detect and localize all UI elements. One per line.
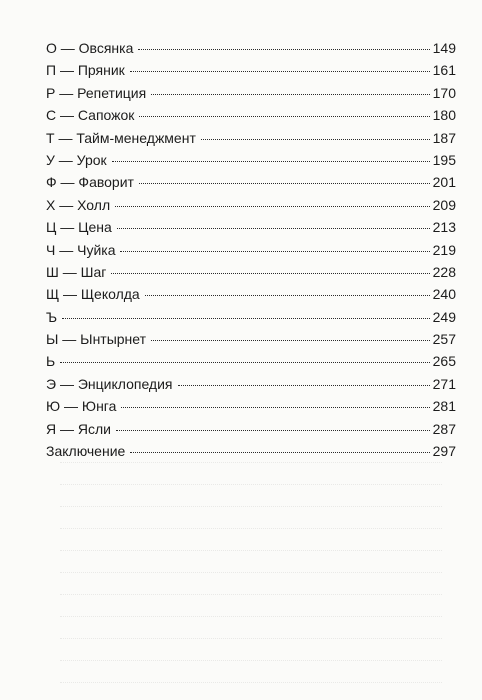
toc-page-number: 209 (432, 196, 456, 213)
toc-entry[interactable] (46, 440, 456, 462)
toc-entry-title: Заключение (46, 443, 126, 460)
toc-entry[interactable] (46, 350, 456, 372)
dot-leader (151, 93, 429, 95)
dot-leader (62, 317, 430, 319)
toc-entry[interactable] (46, 149, 456, 171)
dot-leader (121, 406, 429, 408)
toc-entry[interactable] (46, 104, 456, 126)
toc-entry-title: Э — Энциклопедия (46, 375, 173, 392)
dot-leader (139, 115, 429, 117)
toc-entry[interactable] (46, 283, 456, 305)
toc-entry[interactable] (46, 306, 456, 328)
dot-leader (117, 227, 430, 229)
dot-leader (130, 451, 429, 453)
toc-entry-title: С — Сапожок (46, 107, 135, 124)
toc-entry[interactable] (46, 395, 456, 417)
toc-entry-title: Т — Тайм-менеджмент (46, 129, 196, 146)
toc-entry[interactable] (46, 261, 456, 283)
toc-entry-title: Я — Ясли (46, 420, 111, 437)
dot-leader (178, 384, 430, 386)
toc-entry[interactable] (46, 59, 456, 81)
toc-entry-title: Щ — Щеколда (46, 286, 140, 303)
dot-leader (130, 70, 430, 72)
dot-leader (115, 205, 430, 207)
toc-page-number: 271 (432, 375, 456, 392)
toc-page-number: 201 (432, 174, 456, 191)
toc-entry-title: У — Урок (46, 151, 107, 168)
dot-leader (145, 294, 430, 296)
toc-entry-title: Ъ (46, 308, 58, 325)
dot-leader (111, 272, 429, 274)
dot-leader (201, 138, 430, 140)
toc-entry[interactable] (46, 37, 456, 59)
toc-entry-title: Ч — Чуйка (46, 241, 116, 258)
toc-entry[interactable] (46, 216, 456, 238)
toc-entry-title: Х — Холл (46, 196, 111, 213)
dot-leader (151, 339, 430, 341)
toc-page-number: 187 (432, 129, 456, 146)
toc-page-number: 287 (432, 420, 456, 437)
toc-entry[interactable] (46, 239, 456, 261)
dot-leader (120, 250, 429, 252)
toc-page-number: 265 (432, 353, 456, 370)
toc-entry-title: Р — Репетиция (46, 84, 147, 101)
dot-leader (139, 182, 430, 184)
toc-page-number: 219 (432, 241, 456, 258)
dot-leader (112, 160, 430, 162)
toc-page-number: 180 (432, 107, 456, 124)
toc-page-number: 297 (432, 443, 456, 460)
toc-entry-title: Ф — Фаворит (46, 174, 134, 191)
table-of-contents (46, 37, 456, 462)
toc-entry-title: О — Овсянка (46, 40, 134, 56)
toc-page-number: 240 (432, 286, 456, 303)
toc-entry[interactable] (46, 373, 456, 395)
toc-page-number: 195 (432, 151, 456, 168)
toc-entry[interactable] (46, 418, 456, 440)
toc-entry-title: Ь (46, 353, 56, 370)
toc-entry[interactable] (46, 82, 456, 104)
toc-entry[interactable] (46, 171, 456, 193)
dot-leader (60, 361, 429, 363)
toc-entry-title: П — Пряник (46, 62, 125, 79)
toc-entry[interactable] (46, 127, 456, 149)
toc-page-number: 170 (432, 84, 456, 101)
toc-entry-title: Ш — Шаг (46, 263, 107, 280)
dot-leader (138, 48, 429, 50)
toc-entry[interactable] (46, 328, 456, 350)
toc-entry-title: Ц — Цена (46, 219, 112, 236)
toc-page-number: 161 (432, 62, 456, 79)
dot-leader (116, 429, 430, 431)
toc-page-number: 228 (432, 263, 456, 280)
toc-entry[interactable] (46, 194, 456, 216)
toc-page-number: 249 (432, 308, 456, 325)
toc-page-number: 257 (432, 331, 456, 348)
toc-entry-title: Ы — Ынтырнет (46, 331, 147, 348)
toc-page-number: 213 (432, 219, 456, 236)
toc-page-number: 281 (432, 398, 456, 415)
toc-page-number: 149 (432, 40, 456, 56)
toc-entry-title: Ю — Юнга (46, 398, 117, 415)
